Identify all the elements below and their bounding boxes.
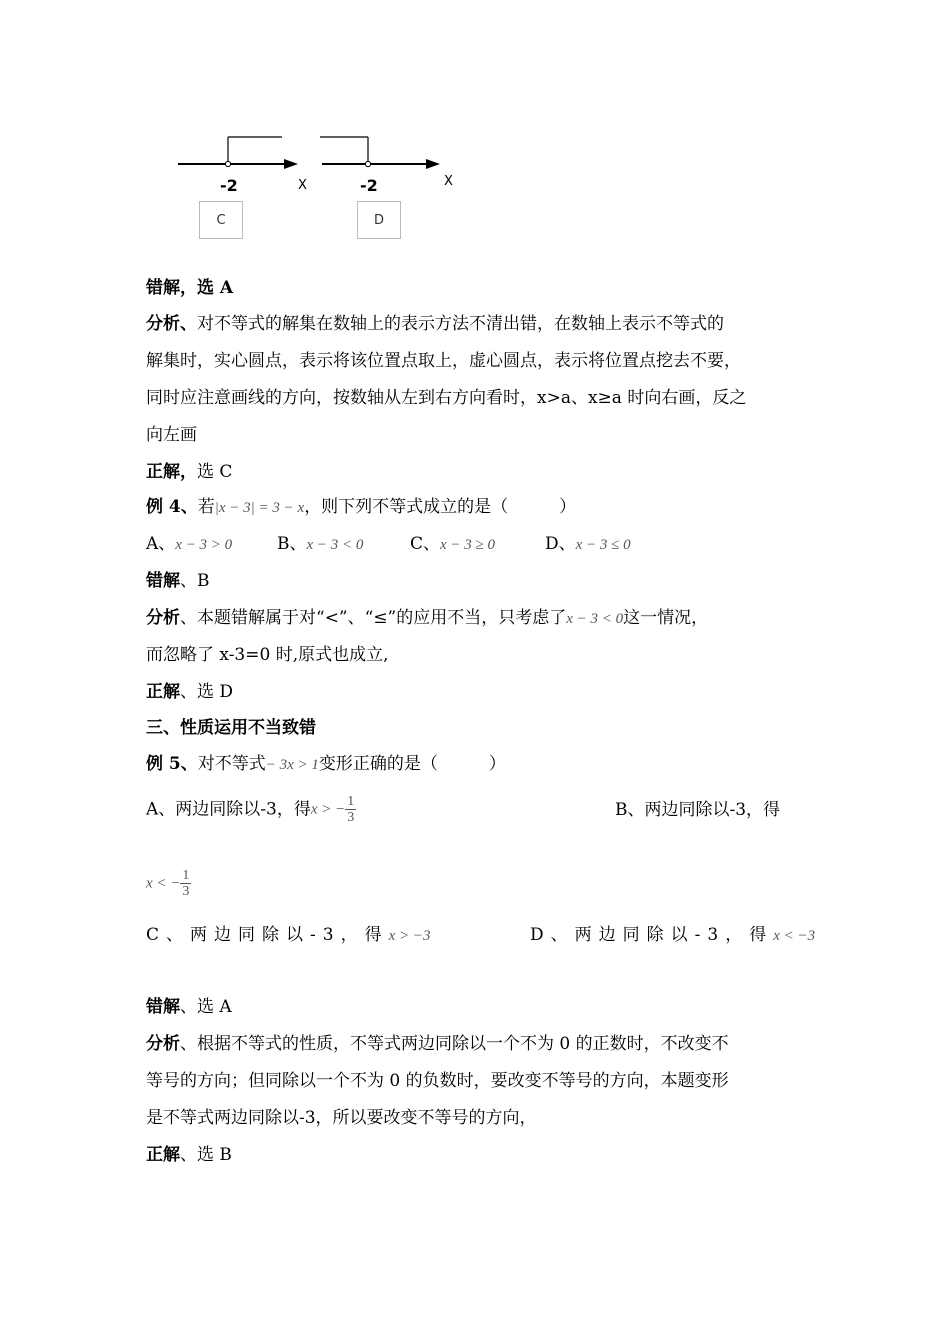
ex4-analysis-label: 分析: [146, 608, 180, 628]
ex4-wrong-answer: [146, 573, 210, 590]
ex5-wrong-text: 、选 A: [180, 997, 232, 1017]
ex5-option-a-fraction: [345, 794, 356, 826]
ex4-analysis-l2: 而忽略了 x-3=0 时,原式也成立,: [146, 645, 389, 665]
ex4-analysis-post: 这一情况，: [623, 608, 709, 628]
ex5-analysis-l3: 是不等式两边同除以-3，所以要改变不等号的方向，: [146, 1108, 537, 1128]
ex5-option-d: [530, 927, 815, 944]
axis-d-open-dot: [365, 161, 370, 166]
ex4-correct-text: 、选 D: [180, 682, 234, 702]
ex4-option-a: [146, 536, 232, 553]
ex3-analysis-l1: [146, 316, 724, 333]
ex4-option-d-label: D、: [545, 534, 576, 554]
axis-c-arrow: [284, 159, 298, 169]
ex5-option-a-expr: x > −: [310, 801, 346, 818]
ex5-option-c-text: C、两边同除以-3，得: [146, 925, 389, 945]
ex5-option-d-text: D、两边同除以-3，得: [530, 925, 774, 945]
ex3-analysis-label: 分析、: [146, 314, 197, 334]
ex5-correct-answer: [146, 1147, 232, 1164]
ex5-option-c: [146, 927, 430, 944]
ex3-analysis-l4: 向左画: [146, 425, 197, 445]
ex4-option-c: [410, 536, 495, 553]
ex4-option-b-label: B、: [277, 534, 307, 554]
axis-d-x-label: X: [444, 174, 453, 189]
ex4-option-b: [277, 536, 363, 553]
ex5-wrong-label: 错解: [146, 997, 180, 1017]
ex4-wrong-label: 错解: [146, 571, 180, 591]
axis-c-x-label: X: [298, 178, 307, 193]
ex4-title: 例 4、: [146, 497, 198, 517]
ex5-q-pre: 对不等式: [197, 754, 266, 774]
ex4-option-a-expr: x − 3 > 0: [175, 537, 233, 553]
axis-d-tick-label: -2: [360, 176, 378, 195]
ex3-analysis-text-1: 对不等式的解集在数轴上的表示方法不清出错，在数轴上表示不等式的: [197, 314, 724, 334]
ex5-analysis-label: 分析: [146, 1034, 180, 1054]
ex5-option-b-frac-num: 1: [182, 868, 190, 883]
ex5-wrong-answer: [146, 999, 232, 1016]
ex4-option-b-expr: x − 3 < 0: [306, 537, 364, 553]
ex5-option-c-expr: x > −3: [388, 928, 431, 944]
ex5-question: [146, 756, 506, 773]
ex5-option-b-expr: x < −: [146, 875, 181, 892]
ex4-option-c-label: C、: [410, 534, 441, 554]
ex4-option-d: [545, 536, 631, 553]
ex5-option-a-text: A、两边同除以-3，得: [146, 799, 311, 820]
ex4-correct-label: 正解: [146, 682, 180, 702]
ex4-q-post: ，则下列不等式成立的是（ ）: [304, 497, 577, 517]
ex5-option-b-cont: [146, 868, 191, 900]
option-d-box: D: [357, 201, 401, 239]
ex5-correct-text: 、选 B: [180, 1145, 232, 1165]
ex5-option-b: B、两边同除以-3，得: [615, 800, 781, 820]
option-c-box: C: [199, 201, 243, 239]
ex5-correct-label: 正解: [146, 1145, 180, 1165]
axis-c-tick-label: -2: [220, 176, 238, 195]
axis-d-arrow: [426, 159, 440, 169]
ex5-option-b-frac-den: 3: [182, 884, 190, 900]
ex4-option-c-expr: x − 3 ≥ 0: [440, 537, 496, 553]
ex3-correct-answer: [146, 464, 232, 481]
ex5-option-a-frac-den: 3: [347, 810, 355, 826]
ex4-question: [146, 499, 576, 516]
ex5-option-a: [146, 794, 356, 826]
number-line-figure: [170, 128, 470, 248]
ex4-correct-answer: [146, 684, 233, 701]
ex5-analysis-l2: 等号的方向；但同除以一个不为 0 的负数时，要改变不等号的方向，本题变形: [146, 1071, 729, 1091]
ex5-option-a-frac-num: 1: [347, 794, 355, 809]
ex5-analysis-l1: [146, 1036, 729, 1053]
ex5-q-post: 变形正确的是（ ）: [318, 754, 506, 774]
ex3-correct-label: 正解，: [146, 462, 197, 482]
ex5-title: 例 5、: [146, 754, 198, 774]
ex4-q-pre: 若: [197, 497, 215, 517]
ex4-option-d-expr: x − 3 ≤ 0: [575, 537, 631, 553]
ex5-option-b-fraction: [180, 868, 191, 900]
ex4-q-expr: |x − 3| = 3 − x: [214, 500, 305, 516]
ex5-analysis-text-1: 、根据不等式的性质，不等式两边同除以一个不为 0 的正数时，不改变不: [180, 1034, 729, 1054]
ex4-analysis-expr: x − 3 < 0: [566, 611, 624, 627]
section3-title: 三、性质运用不当致错: [146, 718, 316, 738]
ex3-analysis-l2: 解集时，实心圆点，表示将该位置点取上，虚心圆点，表示将位置点挖去不要，: [146, 351, 741, 371]
ex5-option-d-expr: x < −3: [773, 928, 816, 944]
ex3-analysis-l3: 同时应注意画线的方向，按数轴从左到右方向看时，x>a、x≥a 时向右画，反之: [146, 388, 747, 408]
axis-c-open-dot: [225, 161, 230, 166]
ex4-analysis-l1: [146, 610, 708, 627]
ex4-analysis-pre: 、本题错解属于对“<”、“≤”的应用不当，只考虑了: [180, 608, 567, 628]
ex3-wrong-answer: 错解，选 A: [146, 278, 234, 298]
ex4-option-a-label: A、: [146, 534, 176, 554]
ex4-wrong-text: 、B: [180, 571, 210, 591]
ex3-correct-text: 选 C: [197, 462, 233, 482]
number-line-diagram: [170, 128, 470, 198]
ex5-q-expr: − 3x > 1: [265, 757, 319, 773]
